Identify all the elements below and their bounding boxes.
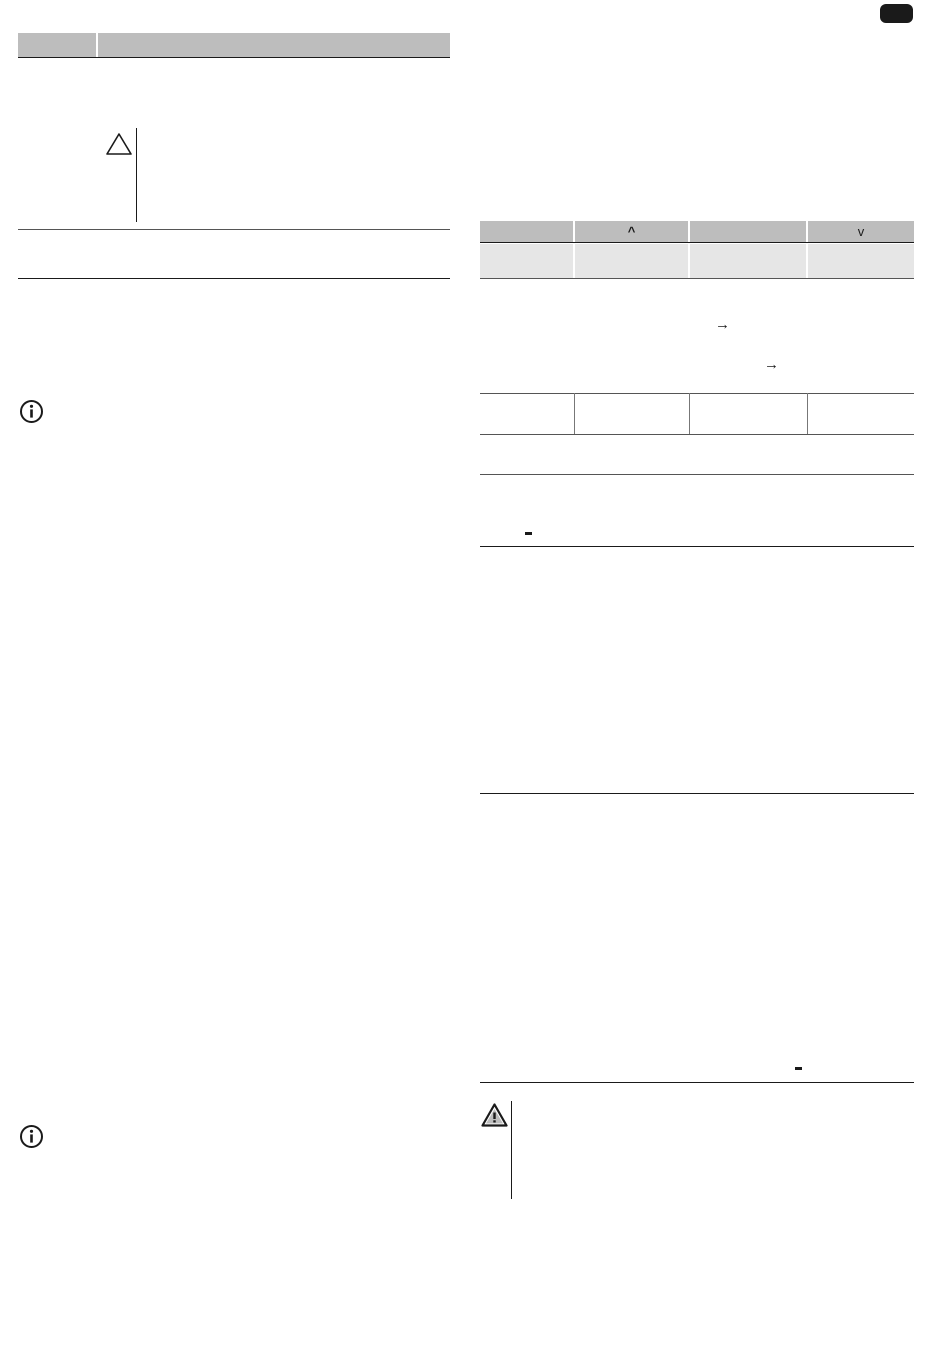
settings-table-row-sep-1 — [573, 244, 575, 278]
left-table-header-separator — [96, 33, 98, 57]
settings-table-bottom-rule — [480, 278, 914, 279]
left-table-row-rule — [18, 229, 450, 230]
page-badge — [880, 4, 913, 23]
info-circle-icon — [19, 1124, 44, 1149]
settings-table-row-sep-2 — [688, 244, 690, 278]
section-rule-1 — [480, 546, 914, 547]
secondary-table-sep-2 — [689, 393, 690, 435]
settings-table-row-sep-3 — [806, 244, 808, 278]
caret-up-icon: ^ — [627, 224, 636, 239]
secondary-table-top-rule — [480, 393, 914, 394]
arrow-right-icon: → — [715, 316, 730, 333]
section-rule-3 — [480, 1082, 914, 1083]
warning-note-rule — [511, 1101, 512, 1199]
secondary-table-rule-1 — [480, 434, 914, 435]
left-table-bottom-rule — [18, 278, 450, 279]
settings-table-header-rule — [480, 242, 914, 243]
secondary-table-sep-1 — [574, 393, 575, 435]
caution-note-rule — [136, 128, 137, 222]
section-rule-2 — [480, 793, 914, 794]
warning-triangle-filled-icon — [481, 1103, 508, 1127]
caution-triangle-outline-icon — [105, 132, 133, 156]
dash-mark — [795, 1067, 802, 1070]
secondary-table-rule-2 — [480, 474, 914, 475]
settings-table-row — [480, 244, 914, 278]
settings-table-header-sep-2 — [688, 221, 690, 242]
secondary-table-sep-3 — [807, 393, 808, 435]
info-circle-icon — [19, 399, 44, 424]
caret-down-icon: v — [857, 224, 865, 239]
left-table-header-rule — [18, 57, 450, 58]
left-table-header — [18, 33, 450, 57]
arrow-right-icon: → — [764, 356, 779, 373]
dash-mark — [525, 532, 532, 535]
